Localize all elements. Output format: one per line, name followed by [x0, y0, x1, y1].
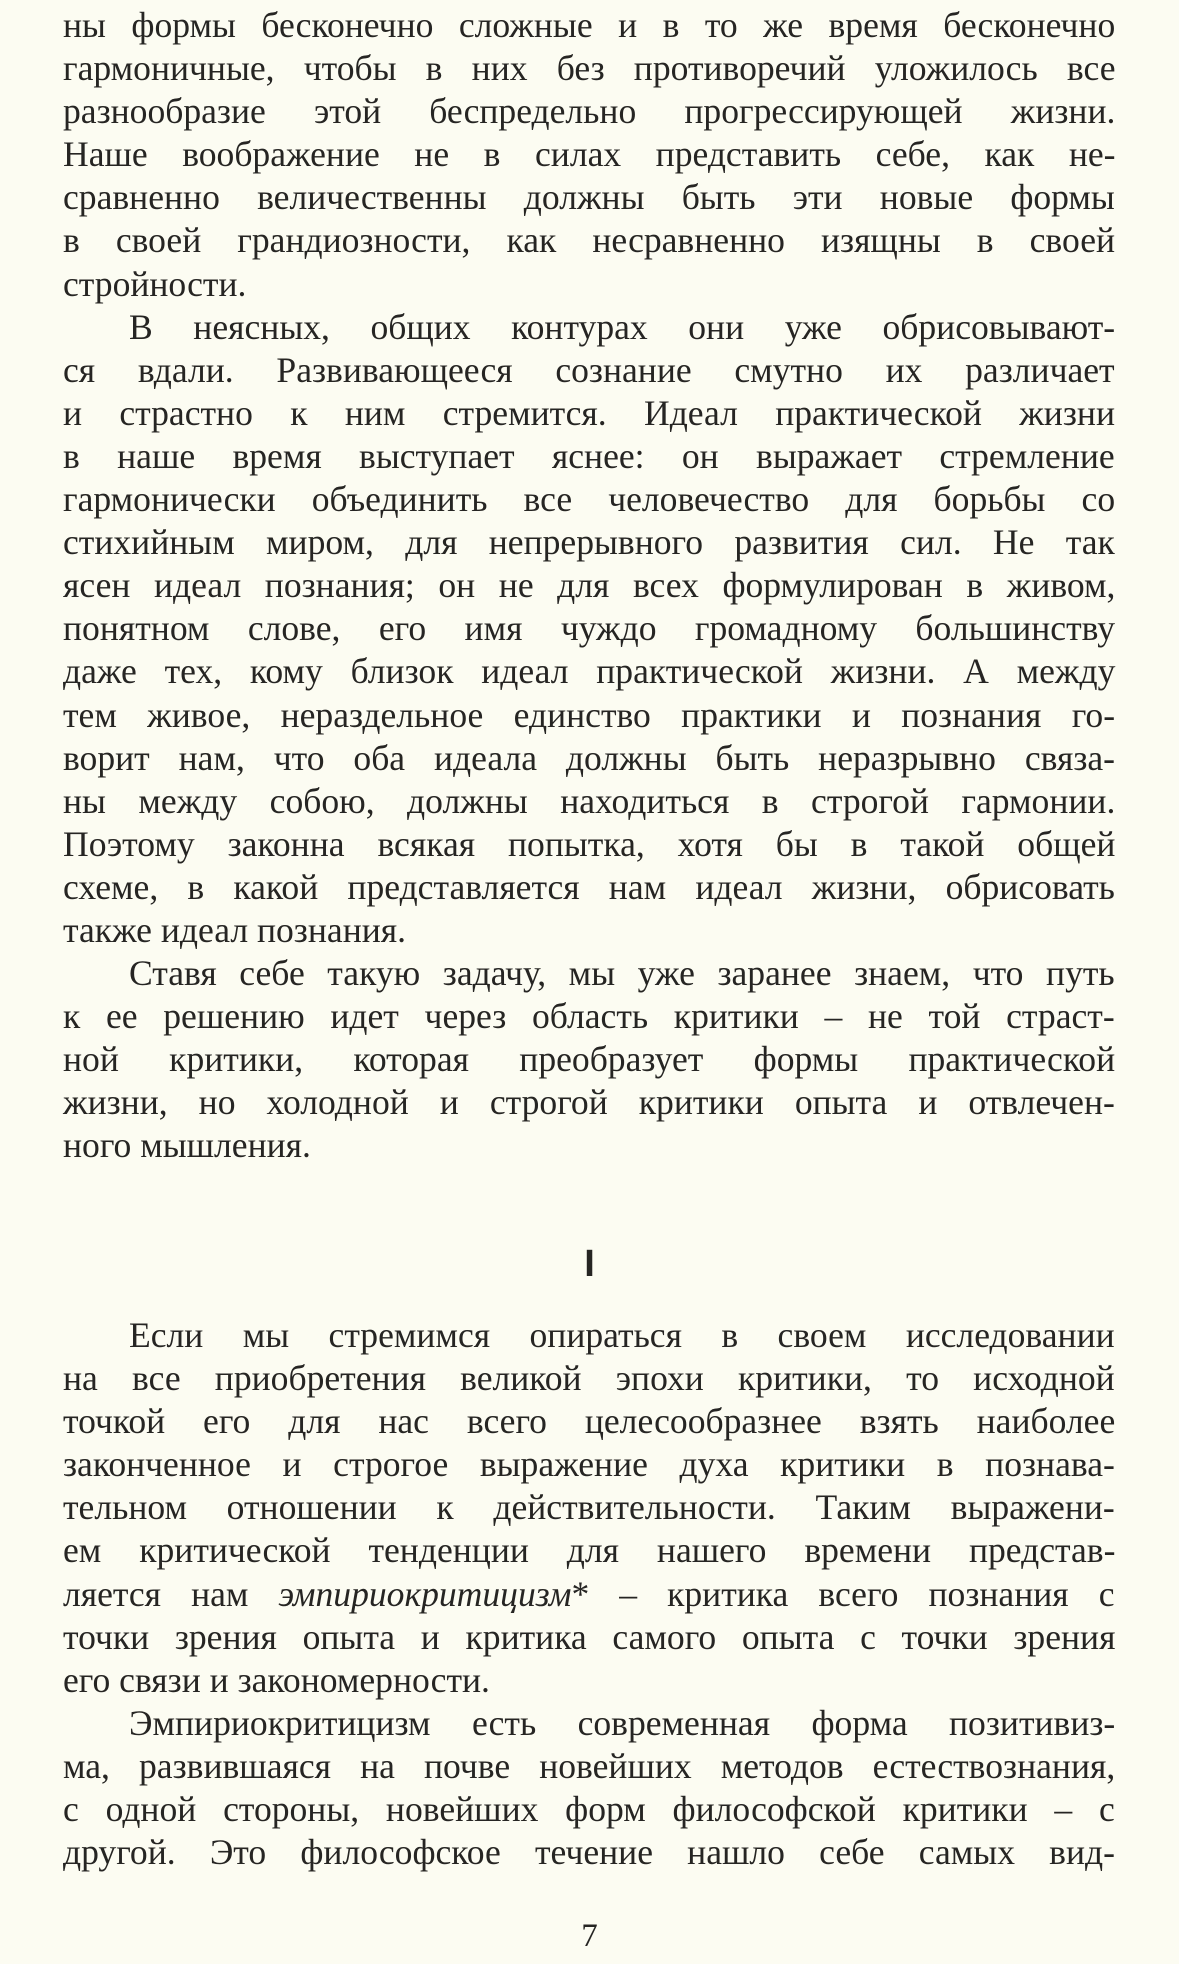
text-line: ны между собою, должны находиться в строгой гармонии.: [63, 780, 1116, 821]
text-line: к ее решению идет через область критики – не той страст-: [63, 996, 1115, 1037]
page-number: 7: [581, 1918, 598, 1954]
text-line-with-italic: [63, 1573, 1115, 1616]
text-line: даже тех, кому близок идеал практической жизни. А между: [63, 651, 1116, 692]
text-line: в своей грандиозности, как несравненно изящны в своей: [63, 220, 1116, 261]
text-line: на все приобретения великой эпохи критики, то исходной: [63, 1358, 1115, 1399]
text-line: понятном слове, его имя чуждо громадному большинству: [63, 608, 1116, 649]
text-line: разнообразие этой беспредельно прогрессирующей жизни.: [63, 91, 1116, 132]
text-line: ясен идеал познания; он не для всех формулирован в живом,: [63, 565, 1116, 606]
text-line: Поэтому законна всякая попытка, хотя бы в такой общей: [63, 823, 1116, 864]
text-line: ем критической тенденции для нашего времени представ-: [63, 1530, 1116, 1571]
text-line: сравненно величественны должны быть эти новые формы: [63, 177, 1115, 218]
text-line: ся вдали. Развивающееся сознание смутно их различает: [63, 349, 1115, 390]
text-line: Наше воображение не в силах представить себе, как не-: [63, 134, 1116, 175]
text-line: ной критики, которая преобразует формы практической: [63, 1039, 1116, 1080]
text-line: с одной стороны, новейших форм философской критики – с: [63, 1789, 1115, 1830]
italic-term: эмпириокритицизм: [278, 1573, 572, 1614]
text-run: ляется нам: [63, 1573, 279, 1614]
text-line: его связи и закономерности.: [63, 1659, 490, 1700]
text-run: * – критика всего познания с: [571, 1573, 1115, 1614]
text-line: гармоничные, чтобы в них без противоречий уложилось все: [63, 48, 1116, 89]
text-line: схеме, в какой представляется нам идеал жизни, обрисовать: [63, 866, 1115, 907]
text-block-top: [63, 4, 1115, 1168]
section-heading: I: [584, 1243, 595, 1285]
text-line: жизни, но холодной и строгой критики опыта и отвлечен-: [63, 1082, 1115, 1123]
text-line: ворит нам, что оба идеала должны быть неразрывно связа-: [63, 737, 1116, 778]
text-line: гармонически объединить все человечество для борьбы со: [63, 479, 1116, 520]
text-line: стройности.: [63, 263, 247, 304]
text-block-bottom: [63, 1314, 1115, 1874]
text-line: В неясных, общих контурах они уже обрисовывают-: [129, 306, 1116, 347]
text-line: стихийным миром, для непрерывного развития сил. Не так: [63, 522, 1115, 563]
text-line: в наше время выступает яснее: он выражает стремление: [63, 435, 1115, 476]
text-line: точки зрения опыта и критика самого опыта с точки зрения: [63, 1616, 1116, 1657]
text-line: другой. Это философское течение нашло себе самых вид-: [63, 1832, 1115, 1873]
text-line: точкой его для нас всего целесообразнее взять наиболее: [63, 1401, 1116, 1442]
text-line: также идеал познания.: [63, 909, 407, 950]
text-line: тем живое, нераздельное единство практики и познания го-: [63, 694, 1116, 735]
text-line: ма, развившаяся на почве новейших методов естествознания,: [63, 1745, 1116, 1786]
text-line: и страстно к ним стремится. Идеал практической жизни: [63, 392, 1115, 433]
text-line: Ставя себе такую задачу, мы уже заранее знаем, что путь: [129, 953, 1115, 994]
text-line: Если мы стремимся опираться в своем исследовании: [129, 1315, 1115, 1355]
text-line: ного мышления.: [63, 1125, 311, 1166]
text-line: тельном отношении к действительности. Таким выражени-: [63, 1487, 1115, 1528]
text-line: законченное и строгое выражение духа критики в познава-: [63, 1444, 1115, 1485]
text-line: ны формы бесконечно сложные и в то же время бесконечно: [63, 5, 1116, 45]
text-line: Эмпириокритицизм есть современная форма позитивиз-: [129, 1702, 1116, 1743]
